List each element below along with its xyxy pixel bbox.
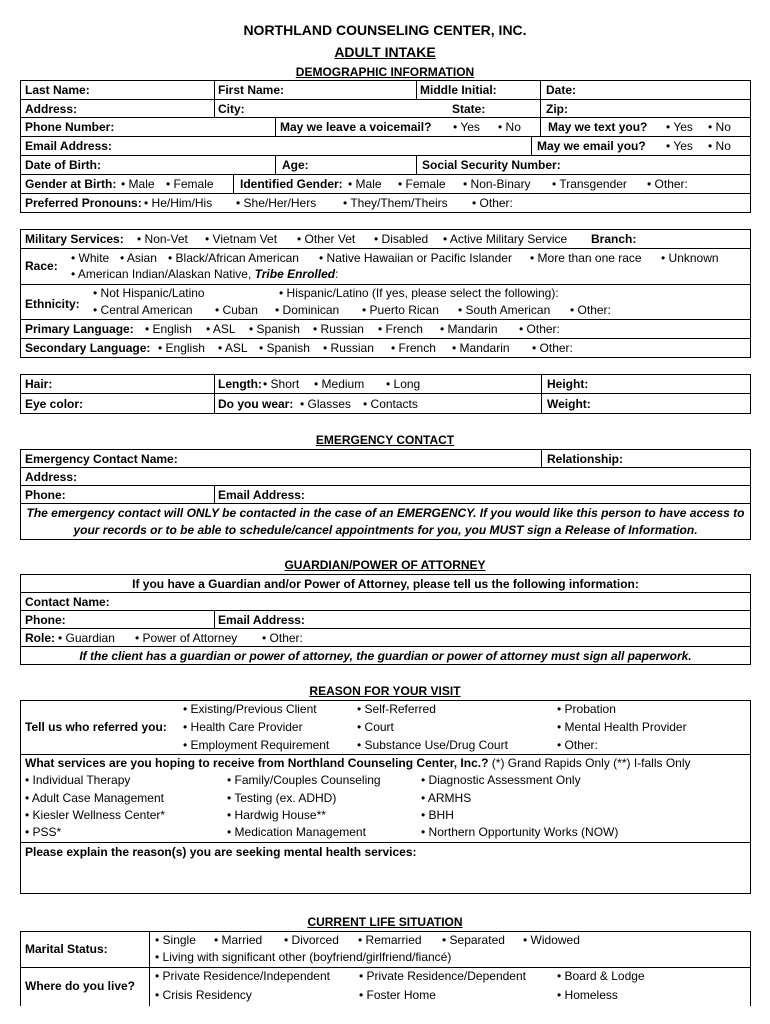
guardian-email-label: Email Address: <box>218 613 305 627</box>
race-option[interactable]: • More than one race <box>530 251 642 265</box>
identified-gender-male[interactable]: • Male <box>348 177 382 191</box>
role-option[interactable]: • Guardian <box>58 631 115 645</box>
emergency-name-label: Emergency Contact Name: <box>25 452 178 466</box>
race-option-native[interactable]: • American Indian/Alaskan Native, Tribe Enrolled: <box>71 267 339 281</box>
org-name: NORTHLAND COUNSELING CENTER, INC. <box>243 22 527 38</box>
residence-option[interactable]: • Private Residence/Dependent <box>359 969 526 983</box>
service-option[interactable]: • Family/Couples Counseling <box>227 773 381 787</box>
pronoun-he[interactable]: • He/Him/His <box>144 196 213 210</box>
wear-label: Do you wear: <box>218 397 294 411</box>
service-option[interactable]: • ARMHS <box>421 791 472 805</box>
service-option[interactable]: • BHH <box>421 808 454 822</box>
marital-status-label: Marital Status: <box>25 942 108 956</box>
ethnicity-option[interactable]: • South American <box>458 303 551 317</box>
first-name-label: First Name: <box>218 83 285 97</box>
voicemail-no-option[interactable]: • No <box>498 120 521 134</box>
ethnicity-option[interactable]: • Central American <box>93 303 193 317</box>
military-option[interactable]: • Active Military Service <box>443 232 568 246</box>
section-title-guardian: GUARDIAN/POWER OF ATTORNEY <box>284 558 486 572</box>
secondary-language-label: Secondary Language: <box>25 341 151 355</box>
dob-label: Date of Birth: <box>25 158 101 172</box>
gender-birth-male[interactable]: • Male <box>121 177 155 191</box>
pronoun-other[interactable]: • Other: <box>472 196 513 210</box>
secondary-language-option[interactable]: • Russian <box>323 341 374 355</box>
state-label: State: <box>452 102 486 116</box>
secondary-language-option[interactable]: • Spanish <box>259 341 310 355</box>
ethnicity-hispanic[interactable]: • Hispanic/Latino (If yes, please select the following): <box>279 286 559 300</box>
identified-gender-other[interactable]: • Other: <box>647 177 688 191</box>
voicemail-question: May we leave a voicemail? <box>280 120 432 134</box>
ethnicity-option[interactable]: • Dominican <box>275 303 340 317</box>
height-label: Height: <box>547 377 589 391</box>
explain-textarea[interactable] <box>21 862 750 892</box>
service-option[interactable]: • PSS* <box>25 825 62 839</box>
marital-option[interactable]: • Divorced <box>284 933 339 947</box>
weight-label: Weight: <box>547 397 591 411</box>
length-label: Length: <box>218 377 262 391</box>
secondary-language-option[interactable]: • ASL <box>218 341 248 355</box>
primary-language-option[interactable]: • English <box>145 322 192 336</box>
primary-language-label: Primary Language: <box>25 322 134 336</box>
military-option[interactable]: • Other Vet <box>297 232 356 246</box>
residence-option[interactable]: • Board & Lodge <box>557 969 645 983</box>
emergency-note-line1: The emergency contact will ONLY be contacted in the case of an EMERGENCY. If you would like this person to have access to <box>26 506 745 520</box>
referral-option[interactable]: • Court <box>357 720 394 734</box>
service-option[interactable]: • Individual Therapy <box>25 773 131 787</box>
ethnicity-option[interactable]: • Other: <box>570 303 611 317</box>
emergency-note-line2: your records or to be able to schedule/cancel appointments for you, you MUST sign a Release of Information. <box>73 523 698 537</box>
military-option[interactable]: • Vietnam Vet <box>205 232 278 246</box>
identified-gender-female[interactable]: • Female <box>398 177 446 191</box>
phone-label: Phone Number: <box>25 120 115 134</box>
email-label: Email Address: <box>25 139 112 153</box>
ethnicity-option[interactable]: • Cuban <box>215 303 258 317</box>
service-option[interactable]: • Medication Management <box>227 825 366 839</box>
marital-option[interactable]: • Married <box>214 933 263 947</box>
section-title-reason: REASON FOR YOUR VISIT <box>309 684 461 698</box>
section-title-life: CURRENT LIFE SITUATION <box>307 915 463 929</box>
service-option[interactable]: • Testing (ex. ADHD) <box>227 791 337 805</box>
emergency-email-label: Email Address: <box>218 488 305 502</box>
primary-language-option[interactable]: • Mandarin <box>440 322 498 336</box>
referral-option[interactable]: • Mental Health Provider <box>557 720 687 734</box>
military-option[interactable]: • Disabled <box>374 232 429 246</box>
race-label: Race: <box>25 259 58 273</box>
guardian-phone-label: Phone: <box>25 613 66 627</box>
age-label: Age: <box>282 158 309 172</box>
wear-option[interactable]: • Glasses <box>300 397 351 411</box>
text-no-option[interactable]: • No <box>708 120 731 134</box>
text-yes-option[interactable]: • Yes <box>666 120 693 134</box>
text-question: May we text you? <box>548 120 648 134</box>
hair-label: Hair: <box>25 377 53 391</box>
guardian-contact-label: Contact Name: <box>25 595 110 609</box>
relationship-label: Relationship: <box>547 452 624 466</box>
pronoun-they[interactable]: • They/Them/Theirs <box>343 196 448 210</box>
service-option[interactable]: • Adult Case Management <box>25 791 164 805</box>
marital-option[interactable]: • Widowed <box>523 933 580 947</box>
identified-gender-label: Identified Gender: <box>240 177 343 191</box>
race-option[interactable]: • Black/African American <box>168 251 299 265</box>
ethnicity-option[interactable]: • Puerto Rican <box>362 303 439 317</box>
identified-gender-nonbinary[interactable]: • Non-Binary <box>463 177 531 191</box>
middle-initial-label: Middle Initial: <box>420 83 497 97</box>
residence-option[interactable]: • Crisis Residency <box>155 988 252 1002</box>
guardian-role-label: Role: <box>25 631 55 645</box>
gender-birth-female[interactable]: • Female <box>166 177 214 191</box>
referred-question: Tell us who referred you: <box>25 720 167 734</box>
primary-language-option[interactable]: • Spanish <box>249 322 300 336</box>
live-question: Where do you live? <box>25 979 136 993</box>
voicemail-yes-option[interactable]: • Yes <box>453 120 480 134</box>
email-yes-option[interactable]: • Yes <box>666 139 693 153</box>
referral-option[interactable]: • Existing/Previous Client <box>183 702 317 716</box>
role-option[interactable]: • Other: <box>262 631 303 645</box>
address-label: Address: <box>25 102 78 116</box>
military-option[interactable]: • Non-Vet <box>137 232 188 246</box>
secondary-language-option[interactable]: • English <box>158 341 205 355</box>
referral-option[interactable]: • Substance Use/Drug Court <box>357 738 508 752</box>
email-no-option[interactable]: • No <box>708 139 731 153</box>
marital-option[interactable]: • Single <box>155 933 196 947</box>
ssn-label: Social Security Number: <box>422 158 561 172</box>
service-option[interactable]: • Hardwig House** <box>227 808 326 822</box>
branch-label: Branch: <box>591 232 637 246</box>
service-option[interactable]: • Kiesler Wellness Center* <box>25 808 166 822</box>
section-title-emergency: EMERGENCY CONTACT <box>315 433 455 447</box>
city-label: City: <box>218 102 245 116</box>
eye-color-label: Eye color: <box>25 397 84 411</box>
gender-birth-label: Gender at Birth: <box>25 177 117 191</box>
service-option[interactable]: • Northern Opportunity Works (NOW) <box>421 825 619 839</box>
primary-language-option[interactable]: • Russian <box>313 322 364 336</box>
length-option[interactable]: • Long <box>386 377 421 391</box>
zip-label: Zip: <box>546 102 568 116</box>
wear-option[interactable]: • Contacts <box>363 397 418 411</box>
ethnicity-not-hispanic[interactable]: • Not Hispanic/Latino <box>93 286 205 300</box>
length-option[interactable]: • Medium <box>314 377 365 391</box>
referral-option[interactable]: • Other: <box>557 738 598 752</box>
referral-option[interactable]: • Health Care Provider <box>183 720 303 734</box>
secondary-language-option[interactable]: • Other: <box>532 341 573 355</box>
race-option[interactable]: • Asian <box>120 251 157 265</box>
marital-option[interactable]: • Living with significant other (boyfriend/girlfriend/fiancé) <box>155 950 452 964</box>
residence-option[interactable]: • Foster Home <box>359 988 436 1002</box>
race-option[interactable]: • Unknown <box>661 251 719 265</box>
military-label: Military Services: <box>25 232 124 246</box>
secondary-language-option[interactable]: • Mandarin <box>452 341 510 355</box>
marital-option[interactable]: • Separated <box>442 933 505 947</box>
services-question: What services are you hoping to receive from Northland Counseling Center, Inc.? (*) Grand Rapids Only (**) I-falls Only <box>25 756 691 770</box>
pronouns-label: Preferred Pronouns: <box>25 196 142 210</box>
date-label: Date: <box>546 83 577 97</box>
emergency-phone-label: Phone: <box>25 488 66 502</box>
length-option[interactable]: • Short <box>263 377 300 391</box>
residence-option[interactable]: • Private Residence/Independent <box>155 969 330 983</box>
last-name-label: Last Name: <box>25 83 90 97</box>
form-title: ADULT INTAKE <box>334 44 436 60</box>
race-option[interactable]: • White <box>71 251 110 265</box>
secondary-language-option[interactable]: • French <box>391 341 436 355</box>
pronoun-she[interactable]: • She/Her/Hers <box>236 196 317 210</box>
service-option[interactable]: • Diagnostic Assessment Only <box>421 773 581 787</box>
emergency-address-label: Address: <box>25 470 78 484</box>
residence-option[interactable]: • Homeless <box>557 988 618 1002</box>
primary-language-option[interactable]: • ASL <box>206 322 236 336</box>
referral-option[interactable]: • Self-Referred <box>357 702 436 716</box>
referral-option[interactable]: • Employment Requirement <box>183 738 330 752</box>
role-option[interactable]: • Power of Attorney <box>135 631 238 645</box>
ethnicity-label: Ethnicity: <box>25 297 80 311</box>
primary-language-option[interactable]: • Other: <box>519 322 560 336</box>
marital-option[interactable]: • Remarried <box>358 933 422 947</box>
race-option[interactable]: • Native Hawaiian or Pacific Islander <box>319 251 512 265</box>
section-title-demographic: DEMOGRAPHIC INFORMATION <box>295 65 475 79</box>
referral-option[interactable]: • Probation <box>557 702 616 716</box>
primary-language-option[interactable]: • French <box>378 322 423 336</box>
guardian-intro: If you have a Guardian and/or Power of Attorney, please tell us the following information: <box>132 577 639 591</box>
explain-prompt: Please explain the reason(s) you are seeking mental health services: <box>25 845 417 859</box>
identified-gender-transgender[interactable]: • Transgender <box>552 177 627 191</box>
email-question: May we email you? <box>537 139 646 153</box>
guardian-note: If the client has a guardian or power of attorney, the guardian or power of attorney must sign all paperwork. <box>79 649 692 663</box>
